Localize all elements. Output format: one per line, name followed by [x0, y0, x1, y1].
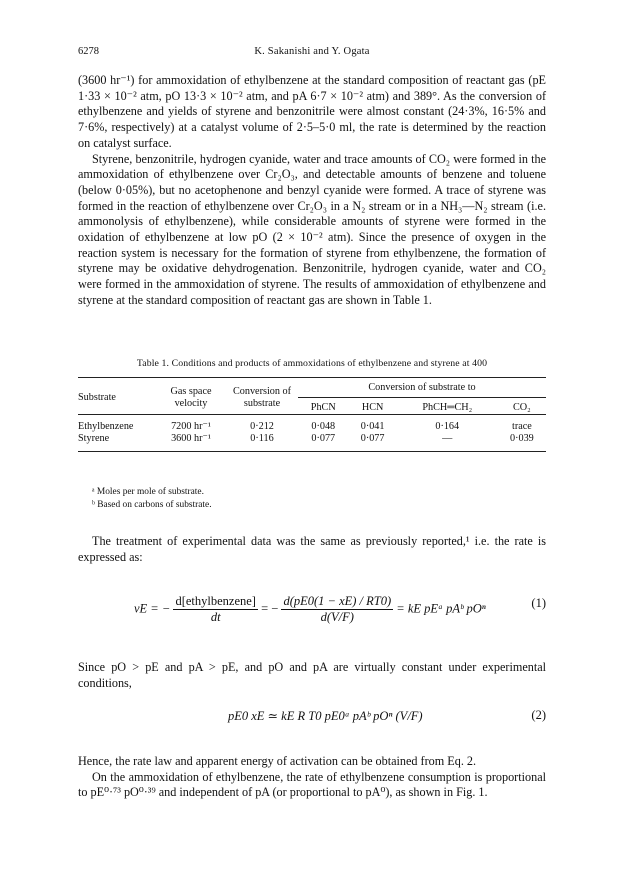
table-caption: Table 1. Conditions and products of ammoxidations of ethylbenzene and styrene at 400 [136, 358, 488, 369]
cell-styrene: — [442, 433, 453, 444]
paragraph-3: The treatment of experimental data was the same as previously reported,¹ i.e. the rate is expressed as: [78, 534, 546, 564]
body-text-bottom [78, 754, 546, 801]
body-text-top [78, 73, 546, 309]
cell-phcn: 0·048 [311, 421, 336, 432]
col-conversion: Conversion of substrate [232, 386, 291, 409]
paragraph-5: Hence, the rate law and apparent energy of activation can be obtained from Eq. 2. [78, 754, 477, 768]
eq1-number: (1) [531, 596, 546, 610]
paragraph-1: (3600 hr⁻¹) for ammoxidation of ethylbenzene at the standard composition of reactant gas (pE 1·33 × 10⁻² atm, pO 13·3 × 10⁻² atm, and pA 6·7 × 10⁻² atm) and 389°. As the conversion of ethylbenzene and yields of styrene and benzonitrile were almost constant (24·3%, 16·5% and 7·6%, respectively) at a catalyst volume of 2·5–5·0 ml, the rate is determined by the reaction on catalyst surface. [78, 73, 546, 150]
paragraph-6: On the ammoxidation of ethylbenzene, the rate of ethylbenzene consumption is proportional to pE⁰·⁷³ pO⁰·³⁹ and independent of pA (or proportional to pA⁰), as shown in Fig. 1. [78, 769, 546, 800]
footnote-b: ᵇ Based on carbons of substrate. [92, 500, 212, 510]
eq1-frac2 [281, 594, 393, 625]
col-substrate: Substrate [78, 392, 116, 403]
footnote-a: ᵃ Moles per mole of substrate. [92, 487, 204, 497]
cell-hcn: 0·041 [360, 421, 385, 432]
cell-substrate: Ethylbenzene [78, 421, 134, 432]
body-text-middle [78, 534, 546, 565]
eq1-frac1-num: d[ethylbenzene] [175, 594, 256, 608]
eq1-frac1-den: dt [210, 610, 221, 624]
col-gsv: Gas space velocity [170, 386, 212, 409]
equation-2 [78, 702, 546, 732]
eq1-frac2-num: d(pE0(1 − xE) / RT0) [283, 594, 392, 608]
running-authors: K. Sakanishi and Y. Ogata [254, 46, 370, 57]
eq1-lhs: vE = − [134, 601, 171, 616]
table-row [78, 433, 546, 452]
col-phcn: PhCN [310, 402, 336, 413]
cell-substrate: Styrene [78, 433, 110, 444]
eq1-rhs: = kE pEᵃ pAᵇ pOⁿ [396, 601, 486, 616]
body-text-since [78, 660, 546, 691]
col-conversion-to: Conversion of substrate to [298, 382, 546, 398]
table-row [78, 421, 546, 433]
eq2-expr: pE0 xE ≃ kE R T0 pE0ᵃ pAᵇ pOⁿ (V/F) [228, 709, 423, 723]
cell-co2: 0·039 [509, 433, 534, 444]
col-co2: CO₂ [513, 402, 531, 413]
eq1-mid: = − [261, 601, 279, 616]
eq1-frac2-den: d(V/F) [320, 610, 354, 624]
col-styrene: PhCH═CH₂ [422, 402, 473, 413]
equation-1 [78, 574, 546, 650]
cell-phcn: 0·077 [311, 433, 336, 444]
page-number: 6278 [78, 46, 99, 57]
eq1-frac1 [173, 594, 258, 625]
cell-gsv: 7200 hr⁻¹ [171, 421, 211, 432]
cell-conv: 0·116 [250, 433, 274, 444]
cell-conv: 0·212 [250, 421, 274, 432]
table-1 [78, 377, 546, 452]
paragraph-4: Since pO > pE and pA > pE, and pO and pA are virtually constant under experimental conditions, [78, 660, 546, 690]
paragraph-2: Styrene, benzonitrile, hydrogen cyanide, water and trace amounts of CO₂ were formed in the ammoxidation of ethylbenzene over Cr₂O₃, and detectable amounts of benzene and toluene (below 0·05%), but no acetophenone and benzyl cyanide were formed. A trace of styrene was formed in the reaction of ethylbenzene over Cr₂O₃ in a N₂ stream or in a NH₃—N₂ stream (i.e. ammonolysis of ethylbenzene), while considerable amounts of styrene were formed in the oxidation of ethylbenzene at low pO (2 × 10⁻² atm). Since the presence of oxygen in the reaction system is necessary for the formation of styrene from ethylbenzene, the formation of styrene may be oxidative dehydrogenation. Benzonitrile, hydrogen cyanide, water and CO₂ were formed in the ammoxidation of styrene. The results of ammoxidation of ethylbenzene and styrene at the standard composition of reactant gas are shown in Table 1. [78, 151, 546, 307]
cell-hcn: 0·077 [360, 433, 385, 444]
col-hcn: HCN [361, 402, 384, 413]
running-header [78, 46, 546, 60]
cell-co2: trace [511, 421, 532, 432]
cell-gsv: 3600 hr⁻¹ [171, 433, 211, 444]
eq2-number: (2) [531, 708, 546, 722]
table-footnotes [92, 486, 212, 512]
cell-styrene: 0·164 [435, 421, 460, 432]
